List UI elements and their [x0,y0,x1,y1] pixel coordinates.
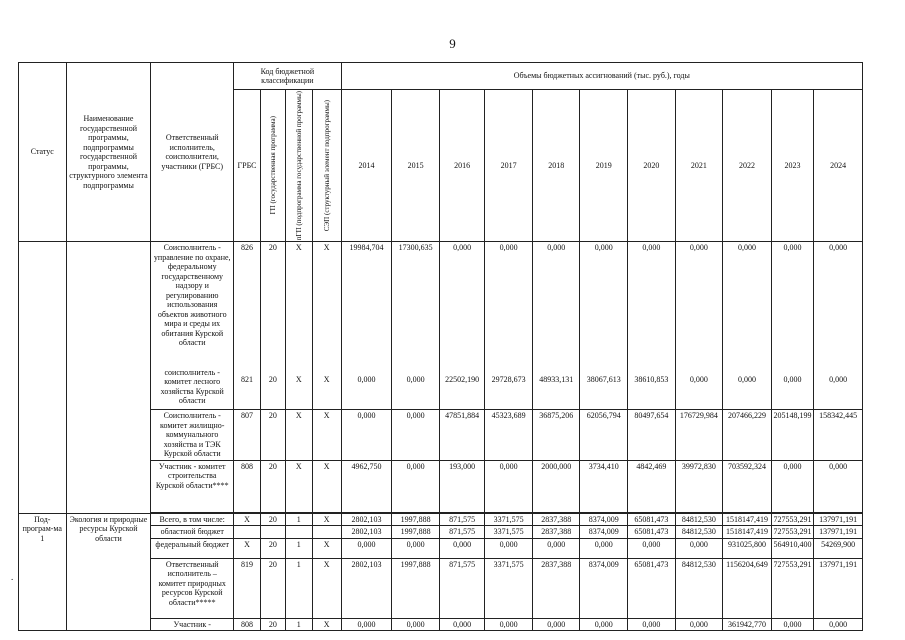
value: 0,000 [783,374,802,384]
value-cell: 84812,530 [675,526,723,539]
sep-cell [312,526,341,539]
value-cell: 0,000 [580,618,628,631]
responsible-cell: Ответственный исполнитель – комитет природных ресурсов Курской области***** [151,558,234,618]
value-cell: 871,575 [439,526,485,539]
value: 0,000 [642,243,661,253]
header-year: 2017 [485,90,533,242]
gp-cell: 20 [260,538,285,558]
value-cell [580,242,628,410]
value: 0,000 [737,243,756,253]
value-cell [341,242,392,410]
header-gp-label: ГП (государственная программа) [268,116,277,215]
value-cell: 564910,400 [771,538,813,558]
header-year: 2024 [814,90,863,242]
header-year: 2018 [532,90,580,242]
sep-cell: X [312,460,341,512]
value-cell: 0,000 [532,538,580,558]
responsible-cell [151,242,234,410]
value: 48933,131 [539,374,574,384]
margin-mark: . [11,572,14,582]
value: 0,000 [737,374,756,384]
value-cell: 0,000 [485,460,533,512]
header-sep-label: СЭП (структурный элемент подпрограммы) [322,100,331,232]
value-cell: 0,000 [439,618,485,631]
value: 38067,613 [586,374,621,384]
value: 19984,704 [349,243,384,253]
value-cell: 0,000 [485,538,533,558]
pgp-cell: X [285,460,312,512]
responsible-cell: Участник - [151,618,234,631]
value-cell: 137971,191 [814,526,863,539]
value-cell: 2837,388 [532,558,580,618]
value: 29728,673 [491,374,526,384]
value-cell: 0,000 [341,538,392,558]
value-cell: 205148,199 [771,410,813,461]
value-cell: 62056,794 [580,410,628,461]
value-cell: 727553,291 [771,526,813,539]
header-year: 2014 [341,90,392,242]
gp-cell [260,242,285,410]
header-gp [260,90,285,242]
value-cell: 0,000 [485,618,533,631]
name-cell: Экология и природные ресурсы Курской области [66,513,151,631]
sep-cell: X [312,538,341,558]
value-cell: 0,000 [392,460,440,512]
status-cell [19,242,67,514]
value-cell: 1518147,419 [723,526,772,539]
header-year: 2023 [771,90,813,242]
value-cell: 39972,830 [675,460,723,512]
value: 0,000 [829,374,848,384]
pgp-value: X [295,374,302,384]
value-cell: 0,000 [392,538,440,558]
name-cell [66,242,151,514]
value-cell [532,242,580,410]
value-cell: 4962,750 [341,460,392,512]
value-cell: 1997,888 [392,558,440,618]
value-cell [675,242,723,410]
responsible-cell: областной бюджет [151,526,234,539]
responsible-cell: Участник - комитет строительства Курской области**** [151,460,234,512]
grbs-cell [234,526,261,539]
value: 0,000 [406,374,425,384]
value-cell: 0,000 [628,538,676,558]
pgp-cell [285,526,312,539]
budget-table [18,62,863,631]
page-number: 9 [449,36,456,51]
header-pgp [285,90,312,242]
header-responsible: Ответственный исполнитель, соисполнители, участники (ГРБС) [151,63,234,242]
header-year: 2021 [675,90,723,242]
value: 22502,190 [445,374,480,384]
value: 17300,635 [398,243,433,253]
value-cell: 65081,473 [628,558,676,618]
sep-value: X [323,374,330,384]
value-cell [628,242,676,410]
value-cell: 137971,191 [814,513,863,526]
value-cell: 36875,206 [532,410,580,461]
value-cell: 0,000 [392,410,440,461]
value-cell: 1997,888 [392,513,440,526]
value-cell [771,242,813,410]
grbs-cell [234,242,261,410]
value-cell: 0,000 [675,538,723,558]
header-status: Статус [19,63,67,242]
value-cell: 65081,473 [628,526,676,539]
value-cell: 137971,191 [814,558,863,618]
pgp-value: X [295,243,302,253]
value-cell: 1997,888 [392,526,440,539]
responsible-text: Соисполнитель - управление по охране, федеральному государственному надзору и регулированию использования объектов животного мира и среды их обитания Курской области [153,243,231,348]
header-volumes: Объемы бюджетных ассигнований (тыс. руб.), годы [341,63,862,90]
pgp-cell: 1 [285,618,312,631]
grbs-cell: 808 [234,618,261,631]
header-year: 2015 [392,90,440,242]
value-cell: 54269,900 [814,538,863,558]
responsible-cell: федеральный бюджет [151,538,234,558]
value-cell: 84812,530 [675,513,723,526]
value-cell: 871,575 [439,513,485,526]
value-cell: 207466,229 [723,410,772,461]
value: 0,000 [829,243,848,253]
value-cell [485,242,533,410]
sep-value: X [323,243,330,253]
grbs-cell: 807 [234,410,261,461]
value-cell: 2837,388 [532,526,580,539]
value-cell: 3734,410 [580,460,628,512]
value-cell: 2802,103 [341,526,392,539]
pgp-cell: 1 [285,558,312,618]
header-year: 2022 [723,90,772,242]
grbs-value: 821 [241,374,254,384]
table-row [19,513,863,526]
value-cell: 2802,103 [341,558,392,618]
value-cell: 0,000 [532,618,580,631]
value-cell: 8374,009 [580,526,628,539]
grbs-value: 826 [241,243,254,253]
value-cell: 1518147,419 [723,513,772,526]
value-cell: 0,000 [341,410,392,461]
sep-cell: X [312,513,341,526]
header-program-name: Наименование государственной программы, подпрограммы государственной программы, структурного элемента подпрограммы [66,63,151,242]
value-cell: 1156204,649 [723,558,772,618]
header-year: 2016 [439,90,485,242]
sep-cell: X [312,618,341,631]
value-cell: 0,000 [341,618,392,631]
value: 0,000 [453,243,472,253]
gp-value: 20 [268,243,277,253]
value: 0,000 [689,374,708,384]
value-cell: 84812,530 [675,558,723,618]
grbs-cell: X [234,513,261,526]
sep-cell [312,242,341,410]
value-cell: 0,000 [771,460,813,512]
value-cell: 703592,324 [723,460,772,512]
gp-value: 20 [268,374,277,384]
value-cell: 3371,575 [485,558,533,618]
responsible-cell: Всего, в том числе: [151,513,234,526]
value-cell: 2000,000 [532,460,580,512]
value-cell: 47851,884 [439,410,485,461]
value-cell: 8374,009 [580,513,628,526]
value-cell: 8374,009 [580,558,628,618]
responsible-text: соисполнитель - комитет лесного хозяйства Курской области [160,367,224,406]
gp-cell: 20 [260,513,285,526]
value-cell: 2837,388 [532,513,580,526]
header-sep [312,90,341,242]
value-cell: 193,000 [439,460,485,512]
grbs-cell: 819 [234,558,261,618]
gp-cell: 20 [260,410,285,461]
value-cell: 0,000 [628,618,676,631]
value-cell: 0,000 [392,618,440,631]
value-cell [439,242,485,410]
value-cell: 80497,654 [628,410,676,461]
sep-cell: X [312,410,341,461]
value-cell: 45323,689 [485,410,533,461]
value-cell: 3371,575 [485,513,533,526]
gp-cell: 20 [260,618,285,631]
value: 38610,853 [634,374,669,384]
pgp-cell: 1 [285,513,312,526]
value-cell: 361942,770 [723,618,772,631]
value-cell: 0,000 [580,538,628,558]
value-cell [723,242,772,410]
pgp-cell: 1 [285,538,312,558]
value: 0,000 [547,243,566,253]
value-cell: 158342,445 [814,410,863,461]
header-grbs: ГРБС [234,90,261,242]
gp-cell: 20 [260,558,285,618]
value-cell: 2802,103 [341,513,392,526]
value-cell: 0,000 [675,618,723,631]
value-cell: 176729,984 [675,410,723,461]
value: 0,000 [594,243,613,253]
value-cell [814,242,863,410]
value: 0,000 [499,243,518,253]
grbs-cell: 808 [234,460,261,512]
value-cell: 727553,291 [771,558,813,618]
header-pgp-label: пГП (подпрограмма государственной программы) [294,91,303,241]
pgp-cell [285,242,312,410]
sep-cell: X [312,558,341,618]
value: 0,000 [783,243,802,253]
header-year: 2020 [628,90,676,242]
value: 0,000 [689,243,708,253]
status-cell: Под-програм-ма 1 [19,513,67,631]
value-cell: 0,000 [814,460,863,512]
header-year: 2019 [580,90,628,242]
grbs-cell: X [234,538,261,558]
table-row [19,242,863,410]
header-budget-code: Код бюджетной классификации [234,63,342,90]
value-cell: 931025,800 [723,538,772,558]
value-cell: 727553,291 [771,513,813,526]
value-cell: 3371,575 [485,526,533,539]
value-cell: 0,000 [439,538,485,558]
value: 0,000 [357,374,376,384]
gp-cell [260,526,285,539]
value-cell: 871,575 [439,558,485,618]
value-cell: 0,000 [771,618,813,631]
gp-cell: 20 [260,460,285,512]
pgp-cell: X [285,410,312,461]
value-cell: 65081,473 [628,513,676,526]
value-cell [392,242,440,410]
responsible-cell: Соисполнитель - комитет жилищно-коммунального хозяйства и ТЭК Курской области [151,410,234,461]
value-cell: 0,000 [814,618,863,631]
value-cell: 4842,469 [628,460,676,512]
